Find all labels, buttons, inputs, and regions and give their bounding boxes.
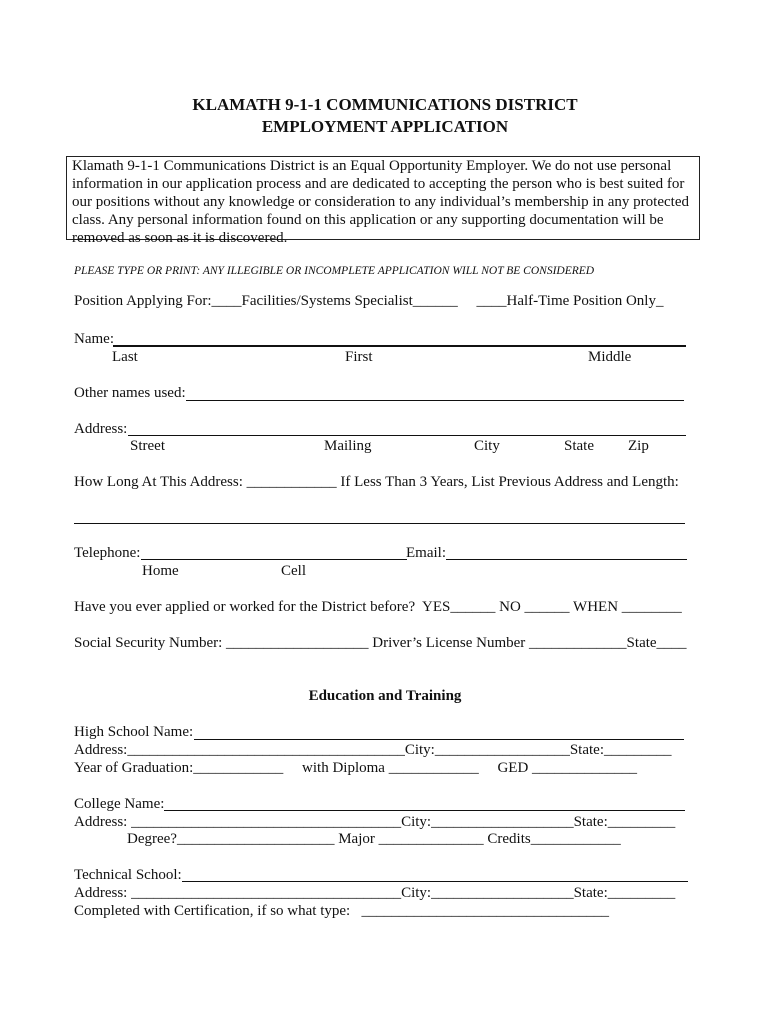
email-field-line[interactable] bbox=[446, 559, 687, 560]
how-long-line[interactable]: How Long At This Address: ____________ If Less Than 3 Years, List Previous Address and Length: bbox=[74, 474, 679, 490]
high-school-label: High School Name: bbox=[74, 724, 194, 740]
telephone-sub-cell: Cell bbox=[281, 563, 306, 579]
telephone-field-line[interactable] bbox=[141, 559, 407, 560]
address-label: Address: bbox=[74, 421, 128, 437]
address-sub-city: City bbox=[474, 438, 500, 454]
high-school-address-line[interactable]: Address:_____________________________________City:__________________State:_________ bbox=[74, 742, 672, 758]
technical-school-label: Technical School: bbox=[74, 867, 182, 883]
instructions-text: PLEASE TYPE OR PRINT: ANY ILLEGIBLE OR INCOMPLETE APPLICATION WILL NOT BE CONSIDERED bbox=[74, 265, 595, 277]
address-sub-state: State bbox=[564, 438, 594, 454]
certification-line[interactable]: Completed with Certification, if so what type: _________________________________ bbox=[74, 903, 609, 919]
form-title-line1: KLAMATH 9-1-1 COMMUNICATIONS DISTRICT bbox=[192, 95, 578, 114]
address-sub-zip: Zip bbox=[628, 438, 649, 454]
previous-address-field-line[interactable] bbox=[74, 523, 685, 524]
technical-school-field-line[interactable] bbox=[182, 881, 688, 882]
ssn-license-line[interactable]: Social Security Number: ___________________ Driver’s License Number _____________State____ bbox=[74, 635, 687, 651]
name-sub-last: Last bbox=[112, 349, 138, 365]
equal-opportunity-notice: Klamath 9-1-1 Communications District is an Equal Opportunity Employer. We do not use personal information in our application process and are dedicated to accepting the person who is best suited for our positions without any knowledge or consideration to any individual’s membership in any protected class. Any personal information found on this application or any supporting documentation will be removed as soon as it is discovered. bbox=[66, 156, 700, 240]
name-label: Name: bbox=[74, 331, 114, 347]
name-sub-first: First bbox=[345, 349, 373, 365]
other-names-label: Other names used: bbox=[74, 385, 186, 401]
name-field-line[interactable] bbox=[113, 345, 686, 347]
name-sub-middle: Middle bbox=[588, 349, 632, 365]
position-applying-line[interactable]: Position Applying For:____Facilities/Systems Specialist______ ____Half-Time Position Only_ bbox=[74, 293, 664, 309]
education-heading: Education and Training bbox=[308, 688, 462, 704]
address-sub-street: Street bbox=[130, 438, 165, 454]
address-sub-mailing: Mailing bbox=[324, 438, 372, 454]
college-field-line[interactable] bbox=[164, 810, 685, 811]
applied-before-line[interactable]: Have you ever applied or worked for the District before? YES______ NO ______ WHEN ________ bbox=[74, 599, 682, 615]
high-school-field-line[interactable] bbox=[194, 739, 684, 740]
address-field-line[interactable] bbox=[128, 435, 686, 436]
telephone-sub-home: Home bbox=[142, 563, 179, 579]
technical-school-address-line[interactable]: Address: ____________________________________City:___________________State:_________ bbox=[74, 885, 676, 901]
email-label: Email: bbox=[406, 545, 446, 561]
telephone-label: Telephone: bbox=[74, 545, 141, 561]
college-address-line[interactable]: Address: ____________________________________City:___________________State:_________ bbox=[74, 814, 676, 830]
form-title-line2: EMPLOYMENT APPLICATION bbox=[261, 117, 509, 136]
graduation-line[interactable]: Year of Graduation:____________ with Diploma ____________ GED ______________ bbox=[74, 760, 638, 776]
other-names-field-line[interactable] bbox=[186, 400, 684, 401]
degree-line[interactable]: Degree?_____________________ Major ______________ Credits____________ bbox=[127, 831, 621, 847]
college-label: College Name: bbox=[74, 796, 165, 812]
